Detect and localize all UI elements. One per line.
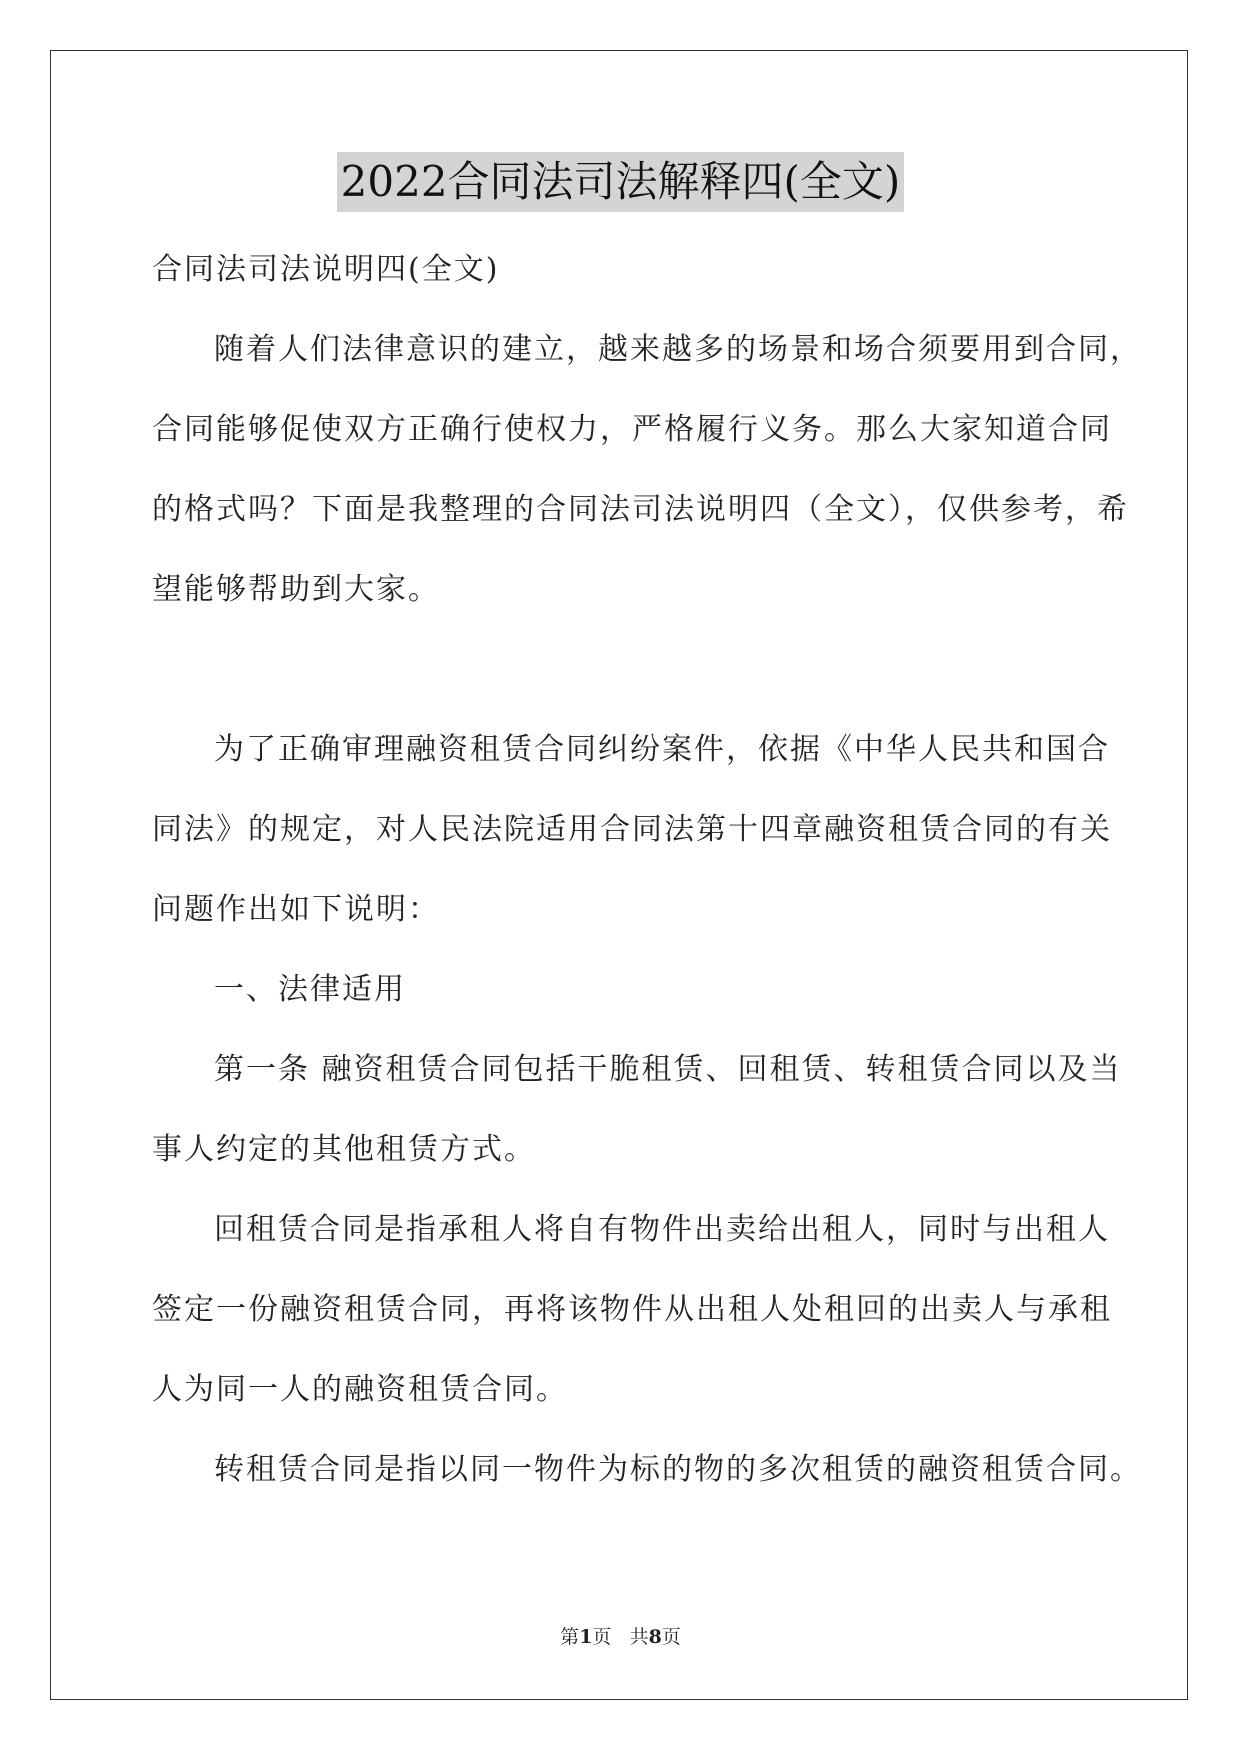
section-heading <box>152 950 1092 1030</box>
paragraph-purpose <box>152 710 1112 950</box>
text-line: 事人约定的其他租赁方式。 <box>152 1132 536 1167</box>
document-body <box>152 230 1142 1510</box>
paragraph-leaseback <box>152 1190 1112 1430</box>
paragraph-intro <box>152 310 1142 630</box>
text-line: 回租赁合同是指承租人将自有物件出卖给出租人，同时与出租人 <box>214 1212 1110 1247</box>
text-line: 第一条 融资租赁合同包括干脆租赁、回租赁、转租赁合同以及当 <box>214 1052 1122 1087</box>
text-line: 随着人们法律意识的建立，越来越多的场景和场合须要用到合同， <box>214 332 1142 367</box>
footer-page-suffix: 页 <box>592 1626 612 1648</box>
text-line: 合同能够促使双方正确行使权力，严格履行义务。那么大家知道合同 <box>152 412 1112 447</box>
footer-total-pages: 8 <box>648 1626 662 1648</box>
subtitle-line: 合同法司法说明四(全文) <box>152 252 500 287</box>
text-line: 问题作出如下说明： <box>152 892 440 927</box>
text-line: 为了正确审理融资租赁合同纠纷案件，依据《中华人民共和国合 <box>214 732 1110 767</box>
footer-page-number: 1 <box>579 1626 593 1648</box>
paragraph-sublease <box>152 1430 1142 1510</box>
text-line: 望能够帮助到大家。 <box>152 572 440 607</box>
footer-total-prefix: 共 <box>629 1626 649 1648</box>
text-line: 人为同一人的融资租赁合同。 <box>152 1372 568 1407</box>
text-line: 的格式吗？下面是我整理的合同法司法说明四（全文），仅供参考，希 <box>152 492 1129 527</box>
subtitle-paragraph <box>152 230 1092 310</box>
text-line: 签定一份融资租赁合同，再将该物件从出租人处租回的出卖人与承租 <box>152 1292 1112 1327</box>
section-heading-text: 一、法律适用 <box>214 972 406 1007</box>
title-container <box>0 152 1241 212</box>
text-line: 同法》的规定，对人民法院适用合同法第十四章融资租赁合同的有关 <box>152 812 1112 847</box>
text-line: 转租赁合同是指以同一物件为标的物的多次租赁的融资租赁合同。 <box>214 1452 1142 1487</box>
document-title: 2022合同法司法解释四(全文) <box>337 152 905 212</box>
footer-total-suffix: 页 <box>661 1626 681 1648</box>
page-footer <box>0 1623 1241 1651</box>
footer-prefix: 第 <box>560 1626 580 1648</box>
paragraph-gap <box>152 630 1092 710</box>
paragraph-article-1 <box>152 1030 1122 1190</box>
